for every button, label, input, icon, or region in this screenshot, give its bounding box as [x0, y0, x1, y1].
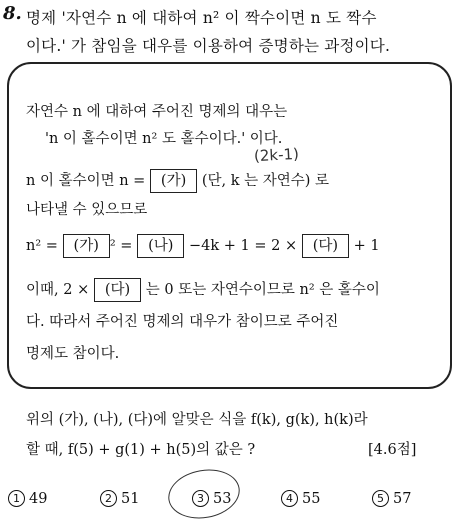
- proof-line-3-post: (단, k 는 자연수) 로: [201, 173, 330, 189]
- choice-marker: 5: [372, 490, 389, 507]
- score-label: [4.6점]: [368, 442, 417, 458]
- proof-line-4: 나타낼 수 있으므로: [26, 202, 148, 218]
- choice-4[interactable]: [281, 490, 320, 507]
- choice-2[interactable]: [100, 490, 139, 507]
- question-number: 8.: [3, 3, 22, 24]
- proof-line-3-pre: n 이 홀수이면 n =: [26, 173, 146, 189]
- ask-line-1: 위의 (가), (나), (다)에 알맞은 식을 f(k), g(k), h(k)라: [26, 412, 368, 428]
- question-line-1: 명제 '자연수 n 에 대하여 n² 이 짝수이면 n 도 짝수: [26, 9, 377, 27]
- choice-value: 53: [213, 491, 232, 507]
- proof-line-6-pre: 이때, 2 ×: [26, 282, 90, 298]
- choice-5[interactable]: [372, 490, 411, 507]
- choice-marker: 4: [281, 490, 298, 507]
- proof-line-5: [26, 234, 380, 258]
- handwritten-note: (2k-1): [253, 144, 300, 166]
- proof-line-6: [26, 278, 380, 302]
- proof-line-5-mid: −4k + 1 = 2 ×: [189, 238, 298, 254]
- proof-line-8: 명제도 참이다.: [26, 346, 120, 362]
- proof-line-3: [26, 169, 329, 193]
- choice-3[interactable]: [192, 490, 231, 507]
- blank-ga-2: (가): [63, 234, 110, 258]
- proof-line-6-post: 는 0 또는 자연수이므로 n² 은 홀수이: [145, 282, 380, 298]
- proof-line-7: 다. 따라서 주어진 명제의 대우가 참이므로 주어진: [26, 314, 339, 330]
- choice-marker: 2: [100, 490, 117, 507]
- proof-line-5-post: + 1: [353, 238, 380, 254]
- question-line-2: 이다.' 가 참임을 대우를 이용하여 증명하는 과정이다.: [26, 37, 391, 55]
- choice-marker: 1: [8, 490, 25, 507]
- choice-value: 51: [121, 491, 140, 507]
- blank-na: (나): [137, 234, 184, 258]
- choice-value: 57: [393, 491, 412, 507]
- blank-da-2: (다): [94, 278, 141, 302]
- choice-1[interactable]: [8, 490, 47, 507]
- choice-value: 55: [302, 491, 321, 507]
- blank-ga: (가): [150, 169, 197, 193]
- proof-line-5-pre: n² =: [26, 238, 58, 254]
- proof-line-2: 'n 이 홀수이면 n² 도 홀수이다.' 이다.: [45, 131, 283, 147]
- choice-marker: 3: [192, 490, 209, 507]
- exponent: ²: [109, 238, 116, 254]
- proof-line-1: 자연수 n 에 대하여 주어진 명제의 대우는: [26, 104, 288, 120]
- choice-value: 49: [29, 491, 48, 507]
- equals-sign: =: [120, 238, 133, 254]
- blank-da: (다): [302, 234, 349, 258]
- ask-line-2: 할 때, f(5) + g(1) + h(5)의 값은 ?: [26, 442, 256, 458]
